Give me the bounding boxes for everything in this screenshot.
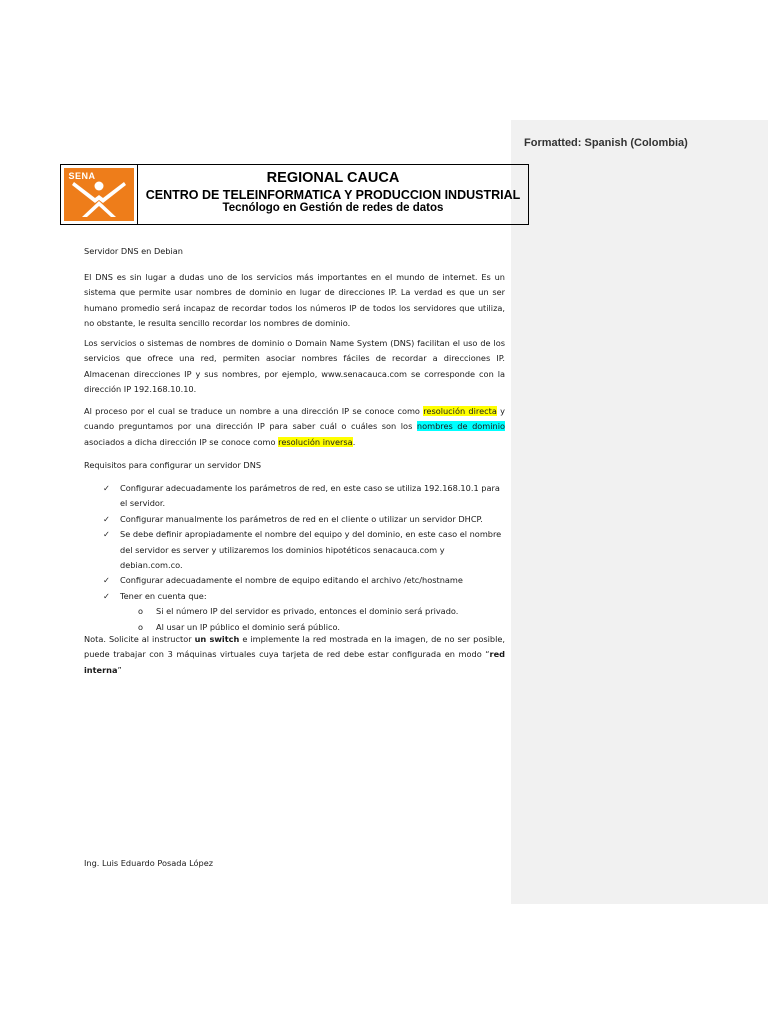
header-center-name: CENTRO DE TELEINFORMATICA Y PRODUCCION INDUSTRIAL — [145, 188, 521, 202]
checkmark-icon: ✓ — [103, 590, 110, 601]
nota-text-c: ” — [117, 664, 122, 675]
paragraph-1: El DNS es sin lugar a dudas uno de los servicios más importantes en el mundo de internet. Es un sistema que permite usar nombres de dominio en lugar de direcciones IP. La verdad es que un ser humano promedio será incapaz de recordar todos los números IP de todos los servidores que utiliza, no obstante, le resulta sencillo recordar los nombres de dominio. — [84, 272, 505, 329]
checkmark-icon: ✓ — [103, 575, 110, 586]
check-item-text: Configurar manualmente los parámetros de red en el cliente o utilizar un servidor DHCP. — [120, 513, 483, 524]
nota-bold-red-interna: red interna — [84, 649, 505, 675]
paragraph-3 — [84, 404, 505, 450]
checkmark-icon: ✓ — [103, 513, 110, 524]
sena-logo — [64, 168, 134, 221]
requisitos-title: Requisitos para configurar un servidor DNS — [84, 460, 262, 470]
author-signature: Ing. Luis Eduardo Posada López — [84, 858, 214, 868]
check-item — [100, 512, 507, 527]
nota-text-a: Nota. Solicite al instructor — [84, 634, 195, 644]
check-item — [100, 527, 507, 573]
sub-item — [120, 604, 507, 619]
check-item-text: Tener en cuenta que: — [120, 590, 207, 601]
p3-text-c: asociados a dicha dirección IP se conoce como — [84, 436, 279, 447]
document-title: Servidor DNS en Debian — [84, 246, 183, 256]
logo-text: SENA — [68, 171, 96, 181]
header-program: Tecnólogo en Gestión de redes de datos — [222, 202, 444, 214]
check-item-text: Configurar adecuadamente los parámetros de red, en este caso se utiliza 192.168.10.1 para el servidor. — [120, 483, 500, 509]
requisitos-checklist — [100, 481, 507, 635]
checkmark-icon: ✓ — [103, 483, 110, 493]
sub-item-text: Si el número IP del servidor es privado, entonces el dominio será privado. — [156, 606, 459, 617]
check-item-text: Configurar adecuadamente el nombre de equipo editando el archivo /etc/hostname — [120, 575, 463, 586]
circle-bullet-icon: o — [138, 621, 144, 632]
header-region: REGIONAL CAUCA — [266, 170, 400, 186]
sub-item-text: Al usar un IP público el dominio será público. — [156, 621, 340, 632]
p3-text-d: . — [352, 436, 356, 447]
highlight-resolucion-inversa: resolución inversa — [278, 436, 353, 447]
nota-bold-switch: un switch — [194, 634, 240, 644]
sub-list — [120, 604, 507, 635]
checkmark-icon: ✓ — [103, 529, 110, 540]
highlight-nombres-de-dominio: nombres de dominio — [416, 421, 505, 432]
check-item — [100, 573, 507, 588]
highlight-resolucion-directa: resolución directa — [423, 406, 497, 416]
circle-bullet-icon: o — [138, 606, 144, 617]
p3-text-b: y cuando preguntamos por una dirección IP para saber cuál o cuáles son los — [84, 406, 506, 432]
paragraph-2: Los servicios o sistemas de nombres de dominio o Domain Name System (DNS) facilitan el uso de los servicios que ofrece una red, permiten asociar nombres fáciles de recordar a direcciones IP. Almacenan direcciones IP y sus nombres, por ejemplo, www.senacauca.com se corresponde con la dirección IP 192.168.10.10. — [84, 338, 505, 395]
comments-margin-pane — [511, 120, 768, 904]
comments-pane-title: Formatted: Spanish (Colombia) — [524, 137, 688, 149]
nota-text-b: e implemente la red mostrada en la imagen, de no ser posible, puede trabajar con 3 máquinas virtuales cuya tarjeta de red debe estar configurada en modo “ — [84, 634, 505, 660]
nota-paragraph — [84, 632, 505, 678]
sena-figure-icon — [64, 168, 134, 221]
check-item-text: Se debe definir apropiadamente el nombre del equipo y del dominio, en este caso el nombre del servidor es server y utilizaremos los dominios hipotéticos senacauca.com y debian.com.co. — [120, 529, 502, 571]
check-item — [100, 481, 507, 512]
document-header-table — [60, 164, 529, 225]
p3-text-a: Al proceso por el cual se traduce un nombre a una dirección IP se conoce como — [84, 406, 424, 416]
check-item — [100, 589, 507, 635]
